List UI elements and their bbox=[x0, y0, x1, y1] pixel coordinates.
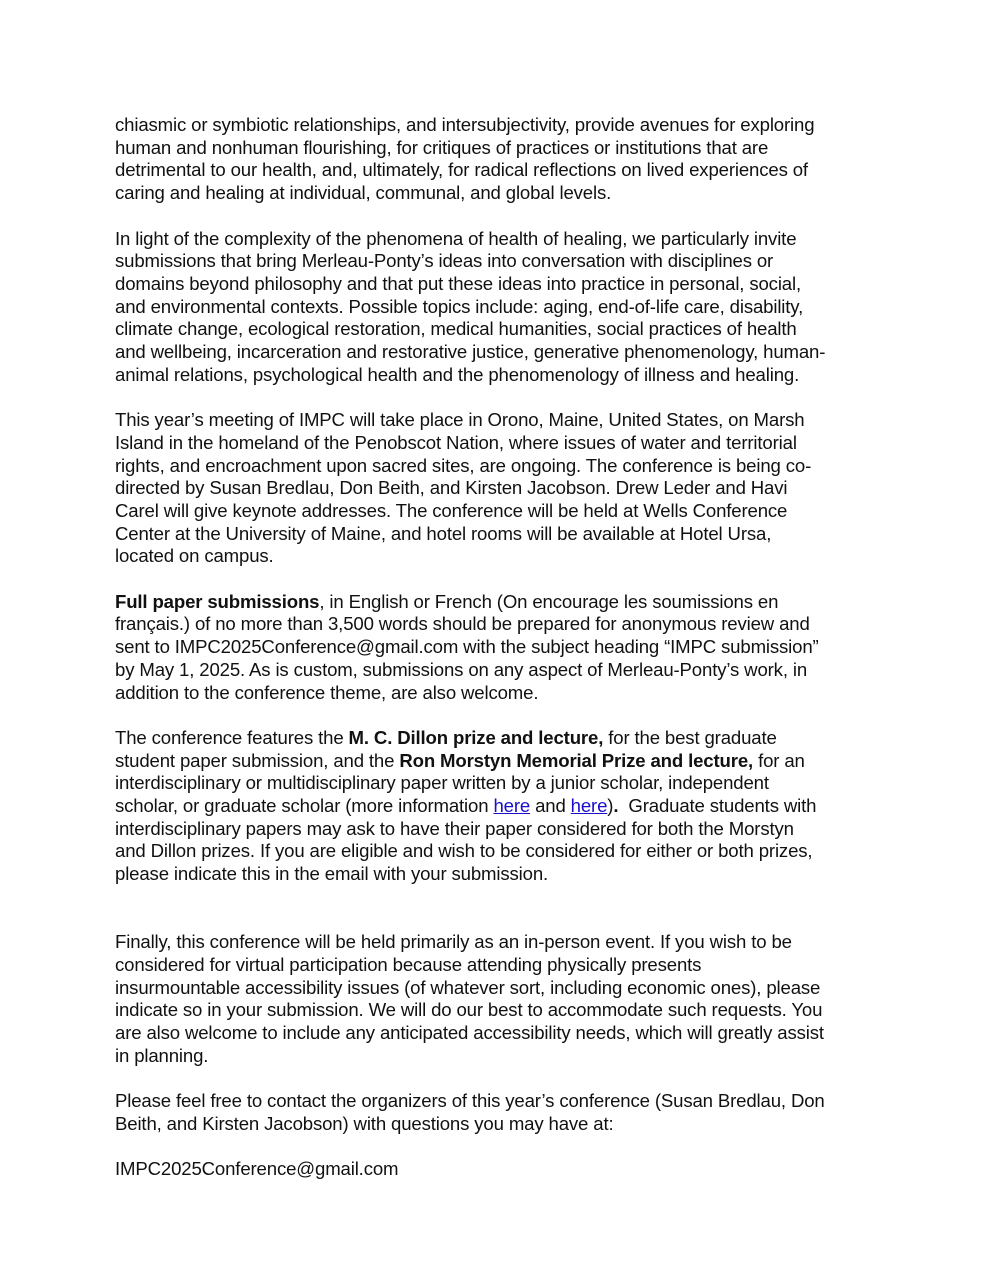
text-segment: , in English or French (On encourage les soumissions en bbox=[319, 590, 779, 612]
text-line: interdisciplinary papers may ask to have their paper considered for both the Morstyn bbox=[115, 817, 794, 839]
text-line: detrimental to our health, and, ultimately, for radical reflections on lived experiences of bbox=[115, 159, 808, 181]
text-line: in planning. bbox=[115, 1044, 209, 1066]
text-line: Carel will give keynote addresses. The conference will be held at Wells Conference bbox=[115, 499, 788, 521]
text-line: submissions that bring Merleau-Ponty’s ideas into conversation with disciplines or bbox=[115, 250, 774, 272]
paragraph-topics bbox=[115, 228, 905, 387]
text-line: and Dillon prizes. If you are eligible and wish to be considered for either or both prizes, bbox=[115, 840, 813, 862]
text-line: français.) of no more than 3,500 words should be prepared for anonymous review and bbox=[115, 613, 810, 635]
text-line: Finally, this conference will be held primarily as an in-person event. If you wish to be bbox=[115, 931, 792, 953]
text-line: climate change, ecological restoration, medical humanities, social practices of health bbox=[115, 318, 797, 340]
text-line: chiasmic or symbiotic relationships, and intersubjectivity, provide avenues for exploring bbox=[115, 114, 815, 135]
text-line: insurmountable accessibility issues (of whatever sort, including economic ones), please bbox=[115, 976, 821, 998]
text-line: animal relations, psychological health and the phenomenology of illness and healing. bbox=[115, 363, 800, 385]
text-line bbox=[115, 795, 905, 818]
text-line: human and nonhuman flourishing, for critiques of practices or institutions that are bbox=[115, 136, 769, 158]
paragraph-virtual-participation bbox=[115, 931, 905, 1067]
dillon-prize-name: M. C. Dillon prize and lecture, bbox=[348, 726, 604, 748]
text-line: caring and healing at individual, communal, and global levels. bbox=[115, 182, 612, 204]
text-segment: scholar, or graduate scholar (more information bbox=[115, 795, 494, 817]
text-segment: student paper submission, and the bbox=[115, 749, 400, 771]
text-line: domains beyond philosophy and that put these ideas into practice in personal, social, bbox=[115, 272, 801, 294]
contact-email bbox=[115, 1158, 905, 1181]
blank-line bbox=[115, 909, 905, 932]
contact-email-text: IMPC2025Conference@gmail.com bbox=[115, 1158, 399, 1180]
text-segment: ) bbox=[607, 795, 614, 817]
text-line: This year’s meeting of IMPC will take place in Orono, Maine, United States, on Marsh bbox=[115, 409, 805, 431]
document-page bbox=[115, 114, 905, 1204]
text-segment: . bbox=[613, 795, 619, 817]
text-line: and environmental contexts. Possible topics include: aging, end-of-life care, disability, bbox=[115, 295, 804, 317]
text-line: rights, and encroachment upon sacred sites, are ongoing. The conference is being co- bbox=[115, 454, 812, 476]
text-line: Beith, and Kirsten Jacobson) with questions you may have at: bbox=[115, 1112, 614, 1134]
text-line: sent to IMPC2025Conference@gmail.com with the subject heading “IMPC submission” bbox=[115, 636, 819, 658]
text-segment: for the best graduate bbox=[603, 726, 777, 748]
text-segment: for an bbox=[753, 749, 805, 771]
text-segment: Graduate students with bbox=[618, 795, 817, 817]
text-line: Center at the University of Maine, and hotel rooms will be available at Hotel Ursa, bbox=[115, 522, 772, 544]
paragraph-location bbox=[115, 409, 905, 568]
dillon-info-link[interactable]: here bbox=[493, 795, 531, 817]
text-line: Please feel free to contact the organizers of this year’s conference (Susan Bredlau, Don bbox=[115, 1090, 825, 1112]
text-line: Island in the homeland of the Penobscot Nation, where issues of water and territorial bbox=[115, 431, 797, 453]
morstyn-info-link[interactable]: here bbox=[570, 795, 608, 817]
text-line: addition to the conference theme, are also welcome. bbox=[115, 681, 539, 703]
paragraph-intro-continued bbox=[115, 114, 905, 205]
text-line: by May 1, 2025. As is custom, submissions on any aspect of Merleau-Ponty’s work, in bbox=[115, 658, 808, 680]
text-line: please indicate this in the email with your submission. bbox=[115, 863, 549, 885]
text-line: and wellbeing, incarceration and restorative justice, generative phenomenology, human- bbox=[115, 341, 826, 363]
text-line: directed by Susan Bredlau, Don Beith, and Kirsten Jacobson. Drew Leder and Havi bbox=[115, 477, 788, 499]
submissions-bold-lead: Full paper submissions bbox=[115, 590, 320, 612]
text-line: indicate so in your submission. We will do our best to accommodate such requests. You bbox=[115, 999, 823, 1021]
text-line: are also welcome to include any anticipated accessibility needs, which will greatly assist bbox=[115, 1022, 824, 1044]
text-line bbox=[115, 591, 905, 614]
text-line: interdisciplinary or multidisciplinary paper written by a junior scholar, independent bbox=[115, 772, 769, 794]
text-segment: and bbox=[530, 795, 571, 817]
paragraph-submissions bbox=[115, 591, 905, 705]
paragraph-contact bbox=[115, 1090, 905, 1135]
text-line: located on campus. bbox=[115, 545, 274, 567]
morstyn-prize-name: Ron Morstyn Memorial Prize and lecture, bbox=[399, 749, 754, 771]
paragraph-prizes bbox=[115, 727, 905, 886]
text-line bbox=[115, 750, 905, 773]
text-segment: The conference features the bbox=[115, 726, 349, 748]
text-line: In light of the complexity of the phenomena of health of healing, we particularly invite bbox=[115, 227, 797, 249]
text-line bbox=[115, 727, 905, 750]
text-line: considered for virtual participation because attending physically presents bbox=[115, 953, 702, 975]
